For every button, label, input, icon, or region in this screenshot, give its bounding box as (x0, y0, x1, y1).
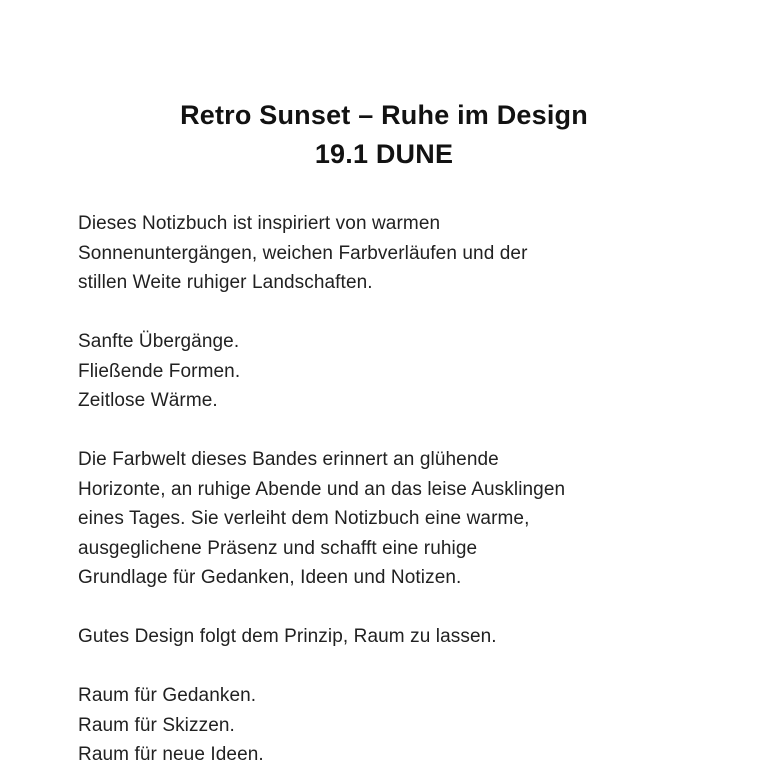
text-line: Raum für neue Ideen. (78, 744, 264, 765)
text-line: Gutes Design folgt dem Prinzip, Raum zu lassen. (78, 626, 497, 647)
text-line: Horizonte, an ruhige Abende und an das leise Ausklingen (78, 478, 566, 500)
text-line: Zeitlose Wärme. (78, 390, 218, 411)
text-line: ausgeglichene Präsenz und schafft eine ruhige (78, 537, 478, 559)
text-line: Raum für Skizzen. (78, 714, 235, 736)
text-line: Grundlage für Gedanken, Ideen und Notizen. (78, 567, 462, 588)
text-line: Raum für Gedanken. (78, 685, 257, 706)
paragraph-colors (78, 445, 710, 593)
text-line: stillen Weite ruhiger Landschaften. (78, 272, 373, 293)
text-line: Die Farbwelt dieses Bandes erinnert an glühende (78, 449, 499, 470)
title-line-1: Retro Sunset – Ruhe im Design (180, 100, 588, 130)
text-line: Fließende Formen. (78, 360, 241, 382)
paragraph-qualities (78, 327, 710, 416)
paragraph-principle (78, 622, 710, 652)
paragraph-intro (78, 209, 710, 298)
document-body (0, 209, 768, 768)
text-line: Sanfte Übergänge. (78, 331, 240, 352)
text-line: eines Tages. Sie verleiht dem Notizbuch eine warme, (78, 508, 530, 529)
text-line: Dieses Notizbuch ist inspiriert von warmen (78, 213, 441, 234)
title-line-2: 19.1 DUNE (314, 139, 454, 169)
paragraph-raum (78, 681, 710, 768)
text-line: Sonnenuntergängen, weichen Farbverläufen und der (78, 242, 528, 264)
document-title (0, 0, 768, 174)
